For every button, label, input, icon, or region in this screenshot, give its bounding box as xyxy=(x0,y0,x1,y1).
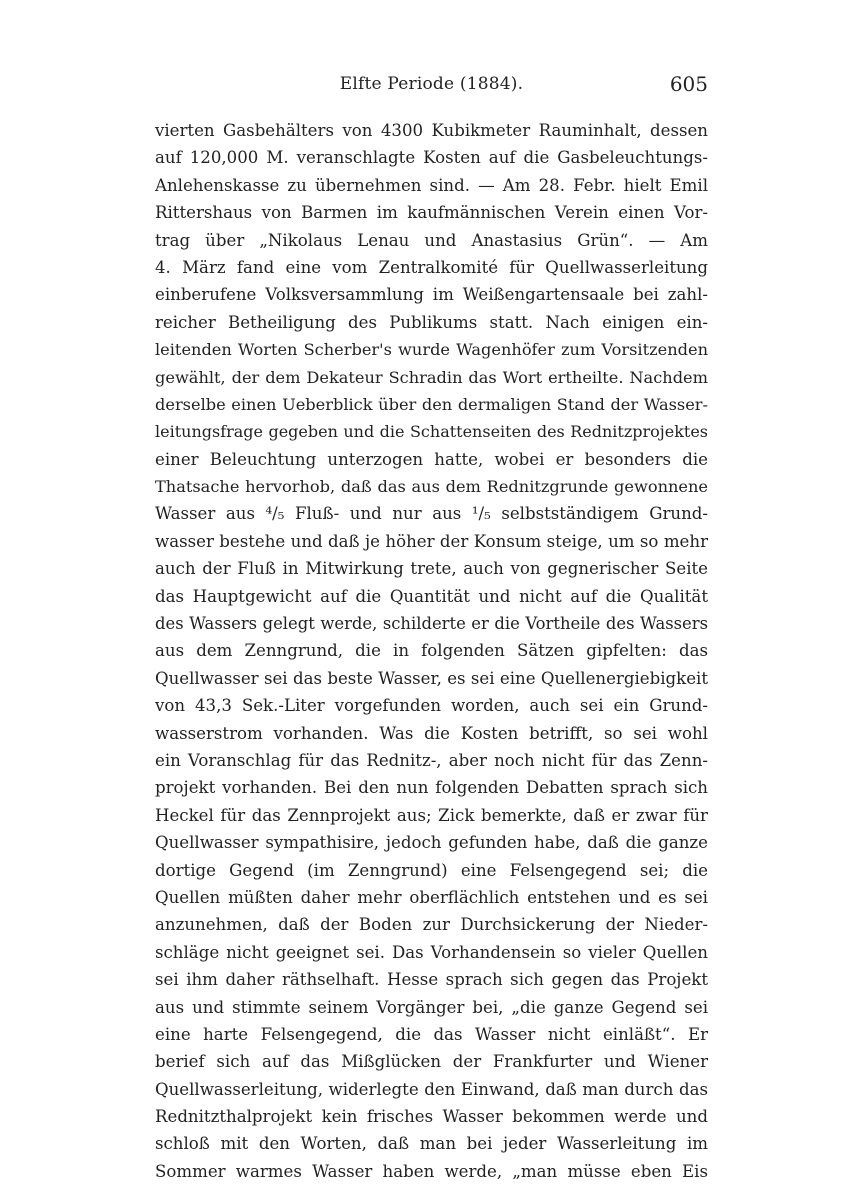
text-line: wasser bestehe und daß je höher der Konsum steige, um so mehr xyxy=(155,531,708,551)
text-line: reicher Betheiligung des Publikums statt. Nach einigen ein- xyxy=(155,312,708,332)
running-title: Elfte Periode (1884). xyxy=(339,74,524,94)
text-line: des Wassers gelegt werde, schilderte er die Vortheile des Wassers xyxy=(155,614,708,634)
page-number: 605 xyxy=(669,72,708,96)
text-line: Wasser aus ⁴/₅ Fluß- und nur aus ¹/₅ selbstständigem Grund- xyxy=(155,504,708,524)
text-line: Quellwasser sei das beste Wasser, es sei eine Quellenergiebigkeit xyxy=(155,668,708,688)
text-line: einer Beleuchtung unterzogen hatte, wobei er besonders die xyxy=(155,449,708,469)
text-line: eine harte Felsengegend, die das Wasser nicht einläßt“. Er xyxy=(155,1024,708,1044)
text-line: berief sich auf das Mißglücken der Frankfurter und Wiener xyxy=(155,1052,708,1072)
text-line: 4. März fand eine vom Zentralkomité für Quellwasserleitung xyxy=(155,257,708,277)
text-line: anzunehmen, daß der Boden zur Durchsickerung der Nieder- xyxy=(155,915,708,935)
text-line: projekt vorhanden. Bei den nun folgenden Debatten sprach sich xyxy=(155,778,708,798)
text-line: auch der Fluß in Mitwirkung trete, auch von gegnerischer Seite xyxy=(155,559,708,579)
text-line: Heckel für das Zennprojekt aus; Zick bemerkte, daß er zwar für xyxy=(155,805,708,825)
text-line: leitenden Worten Scherber's wurde Wagenhöfer zum Vorsitzenden xyxy=(155,340,708,360)
text-line: Rednitzthalprojekt kein frisches Wasser bekommen werde und xyxy=(155,1107,708,1127)
text-line: das Hauptgewicht auf die Quantität und nicht auf die Qualität xyxy=(155,586,708,606)
text-line: gewählt, der dem Dekateur Schradin das Wort ertheilte. Nachdem xyxy=(155,367,708,387)
text-line: vierten Gasbehälters von 4300 Kubikmeter Rauminhalt, dessen xyxy=(155,121,708,140)
page-header xyxy=(155,72,708,102)
text-line: schläge nicht geeignet sei. Das Vorhandensein so vieler Quellen xyxy=(155,942,708,962)
text-line: einberufene Volksversammlung im Weißengartensaale bei zahl- xyxy=(155,285,708,305)
text-line: trag über „Nikolaus Lenau und Anastasius Grün“. — Am xyxy=(155,230,708,250)
text-line: sei ihm daher räthselhaft. Hesse sprach sich gegen das Projekt xyxy=(155,970,708,990)
text-line: auf 120,000 M. veranschlagte Kosten auf die Gasbeleuchtungs- xyxy=(155,148,708,168)
text-line: derselbe einen Ueberblick über den dermaligen Stand der Wasser- xyxy=(155,394,708,414)
text-line: dortige Gegend (im Zenngrund) eine Felsengegend sei; die xyxy=(155,860,708,880)
text-line: leitungsfrage gegeben und die Schattenseiten des Rednitzprojektes xyxy=(155,422,708,442)
text-line: Quellwasser sympathisire, jedoch gefunden habe, daß die ganze xyxy=(155,833,708,853)
text-line: von 43,3 Sek.-Liter vorgefunden worden, auch sei ein Grund- xyxy=(155,696,708,716)
text-line: Sommer warmes Wasser haben werde, „man müsse eben Eis xyxy=(155,1161,708,1181)
text-line: wasserstrom vorhanden. Was die Kosten betrifft, so sei wohl xyxy=(155,723,708,743)
body-text xyxy=(155,117,708,1185)
text-line: Quellen müßten daher mehr oberflächlich entstehen und es sei xyxy=(155,887,708,907)
text-line: ein Voranschlag für das Rednitz-, aber noch nicht für das Zenn- xyxy=(155,750,708,770)
text-line: Anlehenskasse zu übernehmen sind. — Am 28. Febr. hielt Emil xyxy=(155,175,708,195)
text-line: Thatsache hervorhob, daß das aus dem Rednitzgrunde gewonnene xyxy=(155,477,708,497)
text-line: Quellwasserleitung, widerlegte den Einwand, daß man durch das xyxy=(155,1079,708,1099)
text-line: Rittershaus von Barmen im kaufmännischen Verein einen Vor- xyxy=(155,203,708,223)
text-line: aus und stimmte seinem Vorgänger bei, „die ganze Gegend sei xyxy=(155,997,708,1017)
text-line: aus dem Zenngrund, die in folgenden Sätzen gipfelten: das xyxy=(155,641,708,661)
text-line: schloß mit den Worten, daß man bei jeder Wasserleitung im xyxy=(155,1134,708,1154)
